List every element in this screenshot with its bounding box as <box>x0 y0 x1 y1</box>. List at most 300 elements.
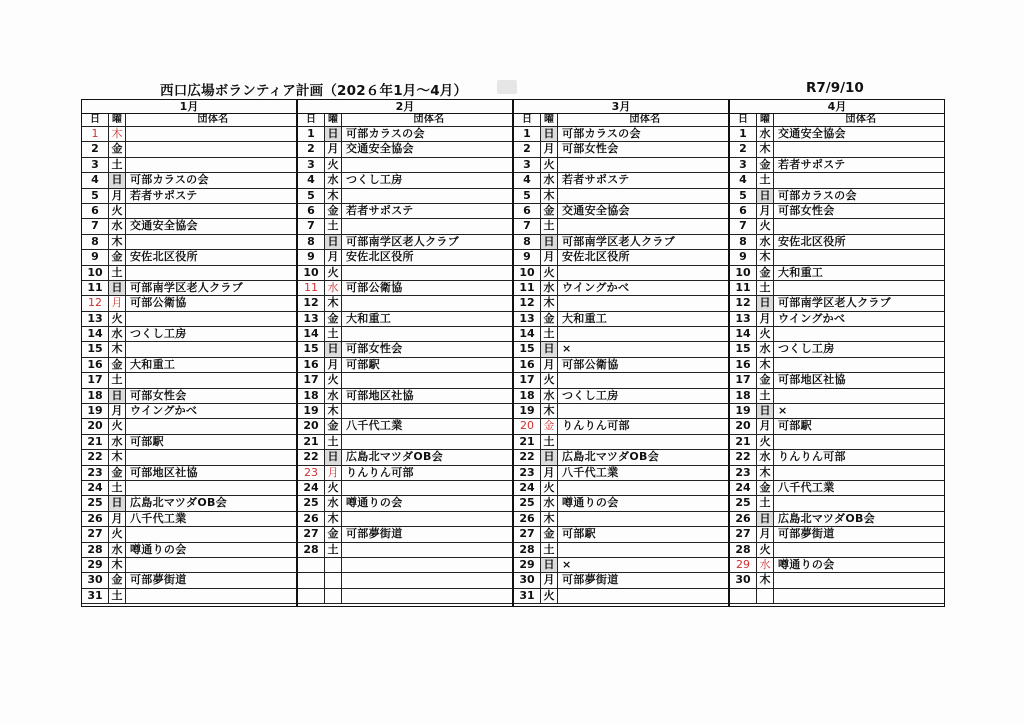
group-name <box>126 419 296 433</box>
day-row <box>82 296 296 311</box>
weekday: 月 <box>541 250 558 264</box>
weekday: 月 <box>325 358 342 372</box>
group-name: ウイングかべ <box>562 280 630 294</box>
group-name: 可部カラスの会 <box>130 173 209 187</box>
weekday: 土 <box>541 435 558 449</box>
weekday: 火 <box>757 435 774 449</box>
group-name <box>774 358 944 372</box>
group-name: 可部地区社協 <box>346 388 414 402</box>
day-row <box>298 219 512 234</box>
group-name <box>558 158 728 172</box>
day-number: 28 <box>298 543 325 557</box>
day-row <box>514 250 728 265</box>
weekday: 日 <box>109 389 126 403</box>
group-name <box>126 558 296 572</box>
day-rows <box>82 127 296 604</box>
group-name <box>774 466 944 480</box>
day-row <box>82 235 296 250</box>
group-name: 交通安全協会 <box>346 142 414 156</box>
day-number: 30 <box>82 573 109 587</box>
month-column <box>728 100 944 606</box>
weekday: 月 <box>757 527 774 541</box>
day-row <box>514 435 728 450</box>
weekday: 日 <box>325 127 342 141</box>
group-name: りんりん可部 <box>562 419 630 433</box>
day-number: 23 <box>514 466 541 480</box>
group-name: 可部女性会 <box>346 342 403 356</box>
day-number: 26 <box>298 512 325 526</box>
day-number: 30 <box>514 573 541 587</box>
weekday: 火 <box>541 589 558 603</box>
group-name: 噂通りの会 <box>130 542 187 556</box>
weekday: 金 <box>325 312 342 326</box>
weekday: 金 <box>325 204 342 218</box>
group-name: りんりん可部 <box>346 465 414 479</box>
day-row <box>298 266 512 281</box>
day-row <box>514 142 728 157</box>
weekday: 月 <box>541 573 558 587</box>
day-number: 13 <box>82 312 109 326</box>
weekday: 火 <box>757 543 774 557</box>
group-name <box>342 296 512 310</box>
weekday: 土 <box>757 496 774 510</box>
day-number: 1 <box>298 127 325 141</box>
weekday: 金 <box>109 358 126 372</box>
month-column <box>296 100 512 606</box>
group-name <box>126 312 296 326</box>
group-name <box>342 481 512 495</box>
weekday: 水 <box>541 389 558 403</box>
group-name <box>558 266 728 280</box>
day-number: 2 <box>82 142 109 156</box>
day-number: 20 <box>730 419 757 433</box>
empty-row <box>298 573 512 588</box>
day-number: 2 <box>514 142 541 156</box>
weekday: 月 <box>757 419 774 433</box>
day-row <box>298 142 512 157</box>
group-name: 大和重工 <box>130 357 176 371</box>
day-row <box>514 342 728 357</box>
group-name: 八千代工業 <box>130 511 187 525</box>
group-name: 可部地区社協 <box>778 373 846 387</box>
empty-cell <box>325 589 342 603</box>
weekday: 水 <box>325 496 342 510</box>
weekday: 土 <box>757 173 774 187</box>
group-name: 噂通りの会 <box>778 557 835 571</box>
day-number: 2 <box>730 142 757 156</box>
group-name <box>126 204 296 218</box>
month-name: 4月 <box>730 100 944 114</box>
weekday: 水 <box>541 281 558 295</box>
day-number: 26 <box>730 512 757 526</box>
weekday: 水 <box>109 219 126 233</box>
group-name <box>342 189 512 203</box>
day-row <box>82 342 296 357</box>
weekday: 火 <box>541 158 558 172</box>
group-name: ウイングかべ <box>778 311 846 325</box>
day-row <box>730 281 944 296</box>
group-name: 可部女性会 <box>562 142 619 156</box>
day-row <box>298 158 512 173</box>
column-header-row <box>514 114 728 127</box>
day-number: 15 <box>82 342 109 356</box>
weekday: 火 <box>757 327 774 341</box>
weekday: 木 <box>325 296 342 310</box>
day-number: 1 <box>730 127 757 141</box>
weekday: 火 <box>109 419 126 433</box>
weekday: 日 <box>541 235 558 249</box>
group-name: 若者サポステ <box>562 173 630 187</box>
weekday: 木 <box>757 466 774 480</box>
weekday: 木 <box>109 450 126 464</box>
weekday: 金 <box>541 312 558 326</box>
day-number: 4 <box>298 173 325 187</box>
weekday: 土 <box>109 158 126 172</box>
weekday: 水 <box>757 450 774 464</box>
weekday: 火 <box>541 481 558 495</box>
day-number: 14 <box>514 327 541 341</box>
day-header: 日 <box>298 114 325 126</box>
weekday: 日 <box>541 558 558 572</box>
day-row <box>298 342 512 357</box>
day-row <box>514 266 728 281</box>
weekday-header: 曜 <box>541 114 558 126</box>
day-number: 17 <box>730 373 757 387</box>
weekday: 金 <box>325 527 342 541</box>
day-row <box>514 419 728 434</box>
day-row <box>82 527 296 542</box>
group-name <box>558 296 728 310</box>
empty-cell <box>325 573 342 587</box>
weekday: 金 <box>541 204 558 218</box>
day-row <box>730 481 944 496</box>
weekday: 木 <box>757 358 774 372</box>
weekday: 土 <box>757 281 774 295</box>
group-name: × <box>562 557 572 571</box>
group-name <box>126 142 296 156</box>
group-name <box>126 527 296 541</box>
weekday: 土 <box>757 389 774 403</box>
day-number: 21 <box>514 435 541 449</box>
day-number: 28 <box>82 543 109 557</box>
day-row <box>514 466 728 481</box>
day-number: 9 <box>514 250 541 264</box>
empty-row <box>298 558 512 573</box>
group-name <box>774 496 944 510</box>
weekday: 水 <box>325 173 342 187</box>
group-header: 団体名 <box>197 114 229 125</box>
weekday: 火 <box>109 204 126 218</box>
group-name <box>558 481 728 495</box>
empty-cell <box>325 558 342 572</box>
day-number: 23 <box>730 466 757 480</box>
day-number: 8 <box>514 235 541 249</box>
day-row <box>514 158 728 173</box>
day-number: 24 <box>298 481 325 495</box>
day-row <box>730 158 944 173</box>
day-row <box>82 573 296 588</box>
day-number: 17 <box>514 373 541 387</box>
day-number: 9 <box>730 250 757 264</box>
day-row <box>514 235 728 250</box>
day-row <box>514 281 728 296</box>
weekday: 土 <box>109 373 126 387</box>
day-row <box>82 219 296 234</box>
day-number: 8 <box>298 235 325 249</box>
group-name: 可部カラスの会 <box>562 127 641 140</box>
day-row <box>730 327 944 342</box>
weekday: 水 <box>757 127 774 141</box>
day-row <box>514 127 728 142</box>
weekday: 土 <box>109 589 126 603</box>
day-row <box>82 481 296 496</box>
day-row <box>82 558 296 573</box>
group-name <box>774 219 944 233</box>
month-name: 2月 <box>298 100 512 114</box>
day-number: 29 <box>730 558 757 572</box>
day-row <box>298 296 512 311</box>
day-row <box>82 512 296 527</box>
day-row <box>514 358 728 373</box>
day-number: 5 <box>730 189 757 203</box>
weekday: 月 <box>325 142 342 156</box>
day-row <box>298 204 512 219</box>
day-row <box>298 466 512 481</box>
group-name: 可部駅 <box>346 357 380 371</box>
group-name: 可部南学区老人クラブ <box>778 296 891 310</box>
group-name <box>774 250 944 264</box>
day-number: 18 <box>514 389 541 403</box>
weekday-header: 曜 <box>325 114 342 126</box>
day-number: 16 <box>298 358 325 372</box>
day-row <box>514 450 728 465</box>
weekday: 土 <box>325 219 342 233</box>
group-name: 噂通りの会 <box>562 496 619 510</box>
day-number: 16 <box>730 358 757 372</box>
group-name: つくし工房 <box>778 342 835 356</box>
group-name: つくし工房 <box>130 327 187 341</box>
group-name <box>774 543 944 557</box>
group-name: 大和重工 <box>562 311 608 325</box>
group-name: 可部駅 <box>778 419 812 433</box>
day-number: 17 <box>298 373 325 387</box>
group-name <box>126 235 296 249</box>
day-row <box>298 389 512 404</box>
day-row <box>730 250 944 265</box>
day-number: 3 <box>514 158 541 172</box>
weekday: 日 <box>109 173 126 187</box>
weekday: 木 <box>109 342 126 356</box>
day-row <box>82 204 296 219</box>
weekday: 木 <box>325 404 342 418</box>
day-number: 6 <box>82 204 109 218</box>
group-name <box>342 404 512 418</box>
group-name <box>342 158 512 172</box>
day-number: 23 <box>82 466 109 480</box>
day-row <box>82 389 296 404</box>
day-number: 18 <box>82 389 109 403</box>
weekday: 金 <box>109 142 126 156</box>
group-name: 可部南学区老人クラブ <box>130 280 243 294</box>
document-date: R7/9/10 <box>806 80 864 96</box>
weekday: 水 <box>541 173 558 187</box>
weekday: 土 <box>541 327 558 341</box>
weekday: 木 <box>325 189 342 203</box>
group-name: 可部駅 <box>562 527 596 541</box>
day-row <box>730 389 944 404</box>
day-number: 12 <box>82 296 109 310</box>
day-row <box>298 450 512 465</box>
weekday: 火 <box>109 312 126 326</box>
day-row <box>298 327 512 342</box>
day-number: 22 <box>730 450 757 464</box>
weekday: 土 <box>109 266 126 280</box>
day-number: 18 <box>298 389 325 403</box>
day-number: 10 <box>514 266 541 280</box>
day-number: 27 <box>82 527 109 541</box>
day-row <box>730 435 944 450</box>
group-name: 広島北マツダOB会 <box>562 450 659 464</box>
group-name <box>558 435 728 449</box>
day-row <box>730 558 944 573</box>
day-row <box>514 589 728 604</box>
day-row <box>514 312 728 327</box>
group-name: 可部女性会 <box>130 388 187 402</box>
day-number: 16 <box>82 358 109 372</box>
weekday: 水 <box>757 558 774 572</box>
day-row <box>730 543 944 558</box>
day-number: 20 <box>514 419 541 433</box>
day-row <box>730 496 944 511</box>
day-number: 5 <box>298 189 325 203</box>
group-name: 若者サポステ <box>130 188 198 202</box>
day-number: 10 <box>82 266 109 280</box>
weekday: 木 <box>109 558 126 572</box>
day-number: 11 <box>730 281 757 295</box>
weekday: 土 <box>325 327 342 341</box>
group-name: 可部夢街道 <box>346 527 403 541</box>
empty-cell <box>298 589 325 603</box>
group-name: 安佐北区役所 <box>562 250 630 264</box>
weekday: 金 <box>541 527 558 541</box>
day-number: 22 <box>514 450 541 464</box>
weekday: 月 <box>541 142 558 156</box>
weekday: 火 <box>325 266 342 280</box>
group-name <box>342 512 512 526</box>
weekday: 金 <box>757 373 774 387</box>
group-name: 大和重工 <box>778 265 824 279</box>
schedule-table <box>81 99 945 607</box>
day-number: 6 <box>298 204 325 218</box>
weekday: 水 <box>541 496 558 510</box>
day-rows <box>298 127 512 604</box>
day-row <box>298 281 512 296</box>
day-number: 25 <box>82 496 109 510</box>
weekday: 月 <box>109 512 126 526</box>
day-number: 4 <box>514 173 541 187</box>
group-name <box>342 373 512 387</box>
column-header-row <box>298 114 512 127</box>
day-number: 8 <box>730 235 757 249</box>
day-number: 12 <box>514 296 541 310</box>
group-name <box>558 512 728 526</box>
day-number: 4 <box>82 173 109 187</box>
weekday: 火 <box>757 219 774 233</box>
empty-cell <box>342 573 512 587</box>
group-name <box>126 158 296 172</box>
day-rows <box>730 127 944 604</box>
day-row <box>298 373 512 388</box>
day-number: 17 <box>82 373 109 387</box>
day-number: 26 <box>82 512 109 526</box>
weekday: 日 <box>109 281 126 295</box>
day-row <box>514 512 728 527</box>
day-row <box>730 342 944 357</box>
day-row <box>298 235 512 250</box>
group-name: 八千代工業 <box>778 480 835 494</box>
weekday: 月 <box>109 296 126 310</box>
weekday: 木 <box>541 404 558 418</box>
group-name <box>126 127 296 141</box>
empty-cell <box>342 589 512 603</box>
month-name: 1月 <box>82 100 296 114</box>
group-name: 噂通りの会 <box>346 496 403 510</box>
weekday: 火 <box>109 527 126 541</box>
group-name <box>558 404 728 418</box>
weekday: 金 <box>325 419 342 433</box>
weekday: 木 <box>541 296 558 310</box>
day-number: 6 <box>730 204 757 218</box>
day-row <box>82 327 296 342</box>
group-name <box>558 373 728 387</box>
group-name: 八千代工業 <box>562 465 619 479</box>
weekday-header: 曜 <box>109 114 126 126</box>
group-name <box>774 142 944 156</box>
group-name: 交通安全協会 <box>130 219 198 233</box>
group-name <box>126 373 296 387</box>
weekday: 木 <box>109 235 126 249</box>
group-name: 可部公衛協 <box>130 296 187 310</box>
day-number: 12 <box>730 296 757 310</box>
day-number: 19 <box>298 404 325 418</box>
weekday: 金 <box>541 419 558 433</box>
group-name <box>558 219 728 233</box>
day-row <box>730 466 944 481</box>
group-name: ウイングかべ <box>130 404 198 418</box>
day-row <box>82 419 296 434</box>
day-row <box>298 312 512 327</box>
day-rows <box>514 127 728 604</box>
day-number: 9 <box>82 250 109 264</box>
day-row <box>730 296 944 311</box>
day-row <box>730 404 944 419</box>
day-row <box>82 281 296 296</box>
day-number: 7 <box>82 219 109 233</box>
day-row <box>730 419 944 434</box>
group-name <box>342 327 512 341</box>
group-name: 広島北マツダOB会 <box>778 511 875 525</box>
month-column <box>512 100 728 606</box>
group-name <box>558 327 728 341</box>
day-row <box>514 219 728 234</box>
day-row <box>82 312 296 327</box>
day-number: 19 <box>82 404 109 418</box>
weekday: 土 <box>541 219 558 233</box>
day-row <box>82 450 296 465</box>
weekday: 水 <box>757 235 774 249</box>
day-row <box>514 296 728 311</box>
day-row <box>730 189 944 204</box>
